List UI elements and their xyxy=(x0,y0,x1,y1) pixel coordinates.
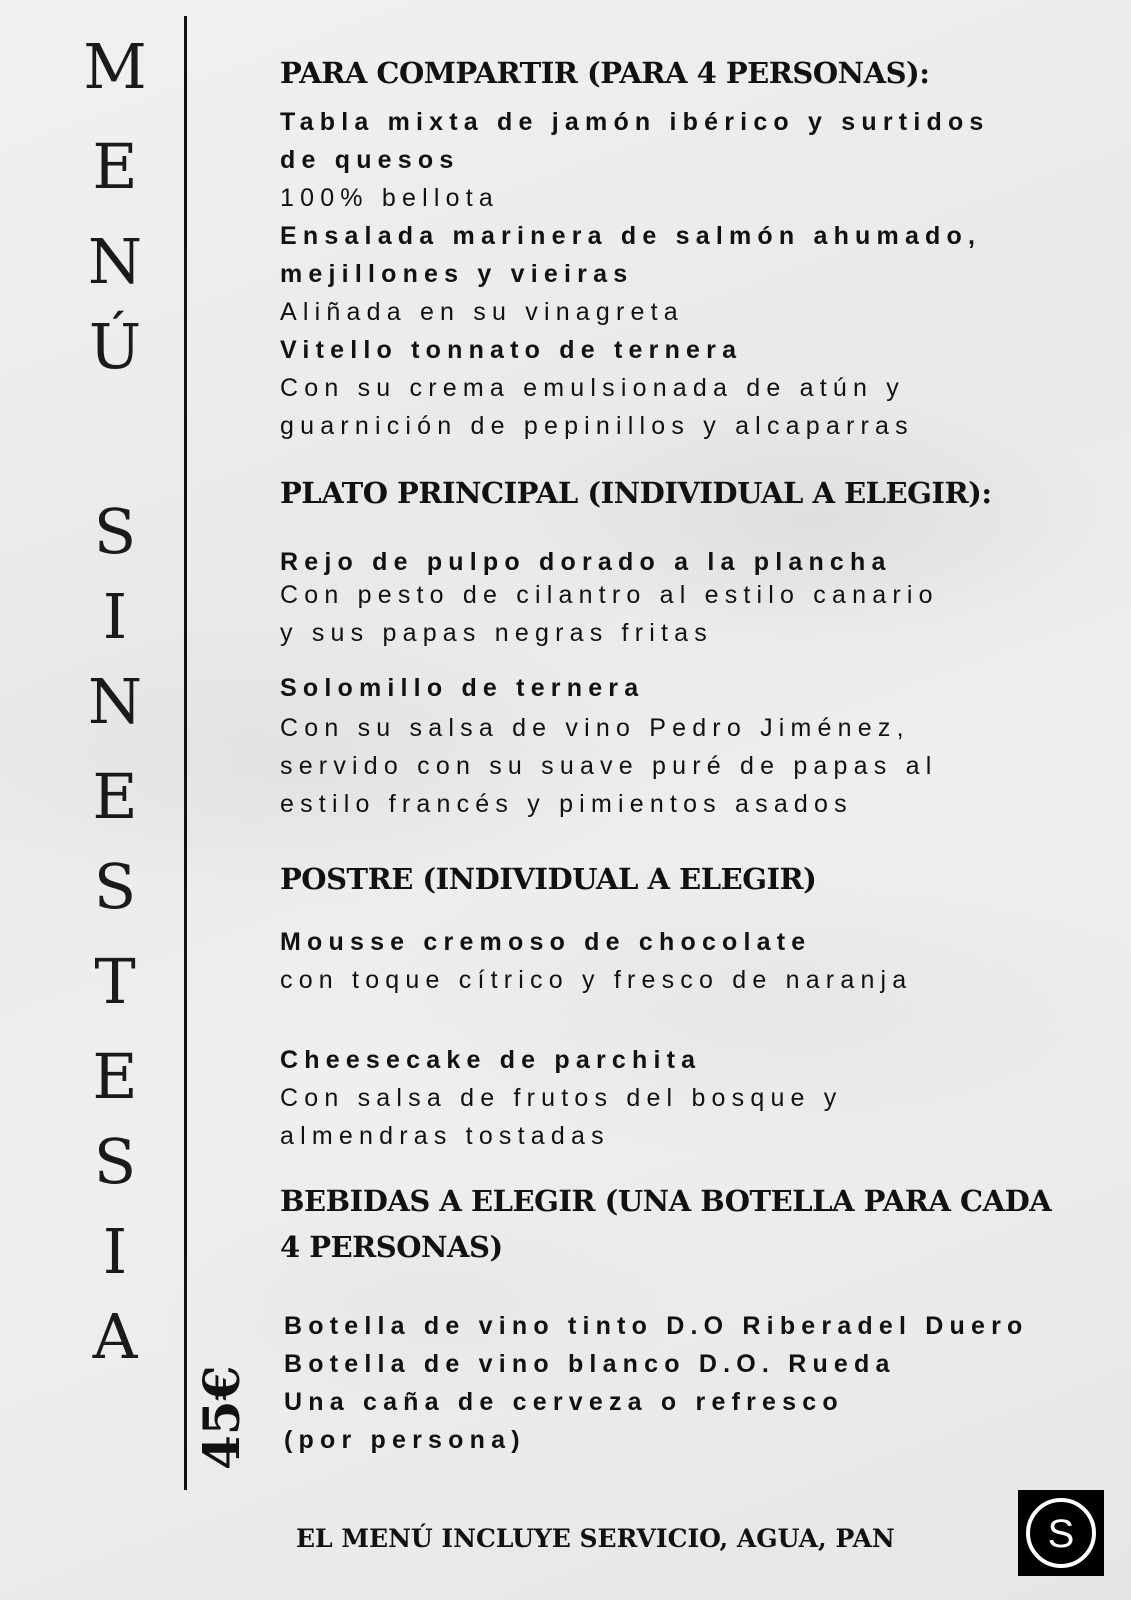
logo-letter: S xyxy=(1047,1512,1075,1556)
item-description: 100% bellota xyxy=(280,184,499,212)
section-heading-compartir: PARA COMPARTIR (PARA 4 PERSONAS): xyxy=(280,56,930,90)
title-letter: T xyxy=(94,945,136,1018)
item-description: Aliñada en su vinagreta xyxy=(280,298,684,326)
item-name: Tabla mixta de jamón ibérico y surtidos xyxy=(280,108,990,136)
title-letter: M xyxy=(83,30,147,103)
price-label: 45€ xyxy=(192,1365,251,1470)
item-description: con toque cítrico y fresco de naranja xyxy=(280,966,913,994)
section-heading-bebidas: 4 PERSONAS) xyxy=(280,1230,503,1264)
item-description: servido con su suave puré de papas al xyxy=(280,752,938,780)
item-description: estilo francés y pimientos asados xyxy=(280,790,853,818)
title-letter: Ú xyxy=(88,310,142,383)
item-description: Con pesto de cilantro al estilo canario xyxy=(280,581,939,609)
footer-note: EL MENÚ INCLUYE SERVICIO, AGUA, PAN xyxy=(296,1524,895,1553)
vertical-divider xyxy=(184,16,187,1490)
title-letter: I xyxy=(102,1215,128,1288)
brand-logo xyxy=(1018,1490,1104,1576)
section-heading-postre: POSTRE (INDIVIDUAL A ELEGIR) xyxy=(280,862,817,896)
drink-option: Una caña de cerveza o refresco xyxy=(284,1388,844,1416)
title-letter: E xyxy=(92,130,138,203)
item-name: Cheesecake de parchita xyxy=(280,1046,702,1074)
title-letter: I xyxy=(102,580,128,653)
title-letter: E xyxy=(92,760,138,833)
section-heading-bebidas: BEBIDAS A ELEGIR (UNA BOTELLA PARA CADA xyxy=(280,1184,1052,1218)
item-name: Mousse cremoso de chocolate xyxy=(280,928,812,956)
title-letter: A xyxy=(92,1300,138,1373)
item-description: y sus papas negras fritas xyxy=(280,619,713,647)
title-letter: N xyxy=(87,665,143,738)
drink-option: Botella de vino tinto D.O Riberadel Duero xyxy=(284,1312,1029,1340)
item-description: Con su salsa de vino Pedro Jiménez, xyxy=(280,714,910,742)
section-heading-principal: PLATO PRINCIPAL (INDIVIDUAL A ELEGIR): xyxy=(280,476,992,510)
item-name: mejillones y vieiras xyxy=(280,260,634,288)
item-description: guarnición de pepinillos y alcaparras xyxy=(280,412,914,440)
title-letter: S xyxy=(93,1125,137,1198)
item-name: Rejo de pulpo dorado a la plancha xyxy=(280,548,892,576)
item-name: Vitello tonnato de ternera xyxy=(280,336,743,364)
title-letter: E xyxy=(92,1040,138,1113)
title-letter: S xyxy=(93,850,137,923)
title-letter: N xyxy=(87,225,143,298)
drink-option: Botella de vino blanco D.O. Rueda xyxy=(284,1350,896,1378)
logo-icon xyxy=(1018,1490,1104,1576)
item-description: almendras tostadas xyxy=(280,1122,610,1150)
item-description: Con salsa de frutos del bosque y xyxy=(280,1084,843,1112)
title-letter: S xyxy=(93,495,137,568)
item-description: Con su crema emulsionada de atún y xyxy=(280,374,905,402)
drink-option: (por persona) xyxy=(284,1426,526,1454)
item-name: de quesos xyxy=(280,146,460,174)
item-name: Ensalada marinera de salmón ahumado, xyxy=(280,222,982,250)
item-name: Solomillo de ternera xyxy=(280,674,645,702)
